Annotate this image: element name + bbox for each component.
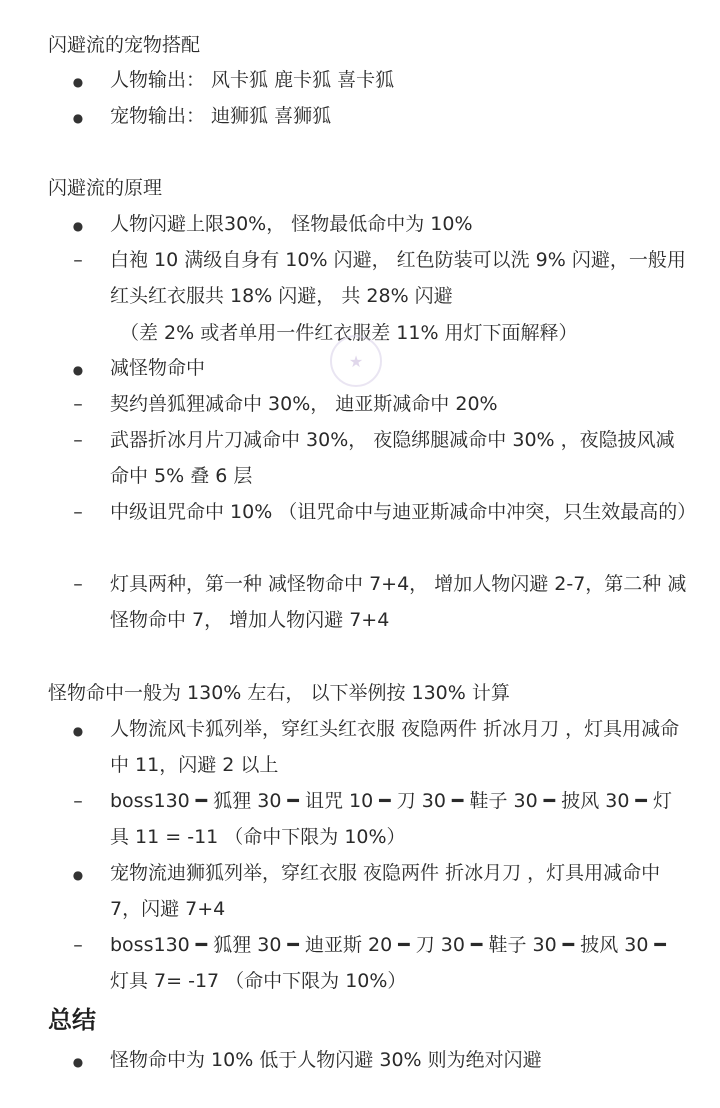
- dash-marker: [68, 427, 88, 453]
- dash-marker: [68, 391, 88, 417]
- list-item: 怪物命中为 10% 低于人物闪避 30% 则为绝对闪避: [110, 1049, 542, 1071]
- list-item: 人物闪避上限30%， 怪物最低命中为 10%: [110, 213, 473, 235]
- bullet-marker: [68, 103, 88, 131]
- dash-marker: [68, 788, 88, 814]
- bullet-marker: [68, 211, 88, 239]
- list-item: 宠物流迪狮狐列举，穿红衣服 夜隐两件 折冰月刀 ，灯具用减命中 7，闪避 7+4: [110, 862, 661, 920]
- sub-item: 中级诅咒命中 10% （诅咒命中与迪亚斯减命中冲突，只生效最高的）: [110, 501, 697, 523]
- bullet-marker: [68, 860, 88, 888]
- bullet-marker: [68, 1047, 88, 1075]
- section-heading: 怪物命中一般为 130% 左右， 以下举例按 130% 计算: [48, 682, 510, 704]
- bullet-marker: [68, 67, 88, 95]
- section-heading: 闪避流的原理: [48, 177, 163, 199]
- dash-marker: [68, 247, 88, 273]
- bullet-marker: [68, 716, 88, 744]
- sub-item: boss130 ━ 狐狸 30 ━ 诅咒 10 ━ 刀 30 ━ 鞋子 30 ━ 披风 30 ━ 灯具 11 = -11 （命中下限为 10%）: [110, 790, 672, 848]
- section-heading: 闪避流的宠物搭配: [48, 34, 201, 56]
- list-item: 人物输出： 风卡狐 鹿卡狐 喜卡狐: [110, 69, 395, 91]
- summary-heading: 总结: [48, 1006, 96, 1034]
- dash-marker: [68, 499, 88, 525]
- list-item: 宠物输出： 迪狮狐 喜狮狐: [110, 105, 332, 127]
- watermark-seal: ★: [330, 335, 382, 387]
- sub-item: 武器折冰月片刀减命中 30%， 夜隐绑腿减命中 30% ，夜隐披风减命中 5% 叠 6 层: [110, 429, 675, 487]
- dash-marker: [68, 932, 88, 958]
- sub-item: 契约兽狐狸减命中 30%， 迪亚斯减命中 20%: [110, 393, 498, 415]
- list-item: 减怪物命中: [110, 357, 206, 379]
- sub-item: 白袍 10 满级自身有 10% 闪避， 红色防装可以洗 9% 闪避，一般用红头红衣服共 18% 闪避， 共 28% 闪避: [110, 249, 686, 307]
- note-text: （差 2% 或者单用一件红衣服差 11% 用灯下面解释）: [120, 322, 578, 344]
- sub-item: 灯具两种，第一种 减怪物命中 7+4， 增加人物闪避 2-7，第二种 减怪物命中 7， 增加人物闪避 7+4: [110, 573, 687, 631]
- dash-marker: [68, 571, 88, 597]
- list-item: 人物流风卡狐列举，穿红头红衣服 夜隐两件 折冰月刀 ，灯具用减命中 11，闪避 2 以上: [110, 718, 680, 776]
- sub-item: boss130 ━ 狐狸 30 ━ 迪亚斯 20 ━ 刀 30 ━ 鞋子 30 ━ 披风 30 ━ 灯具 7= -17 （命中下限为 10%）: [110, 934, 666, 992]
- bullet-marker: [68, 355, 88, 383]
